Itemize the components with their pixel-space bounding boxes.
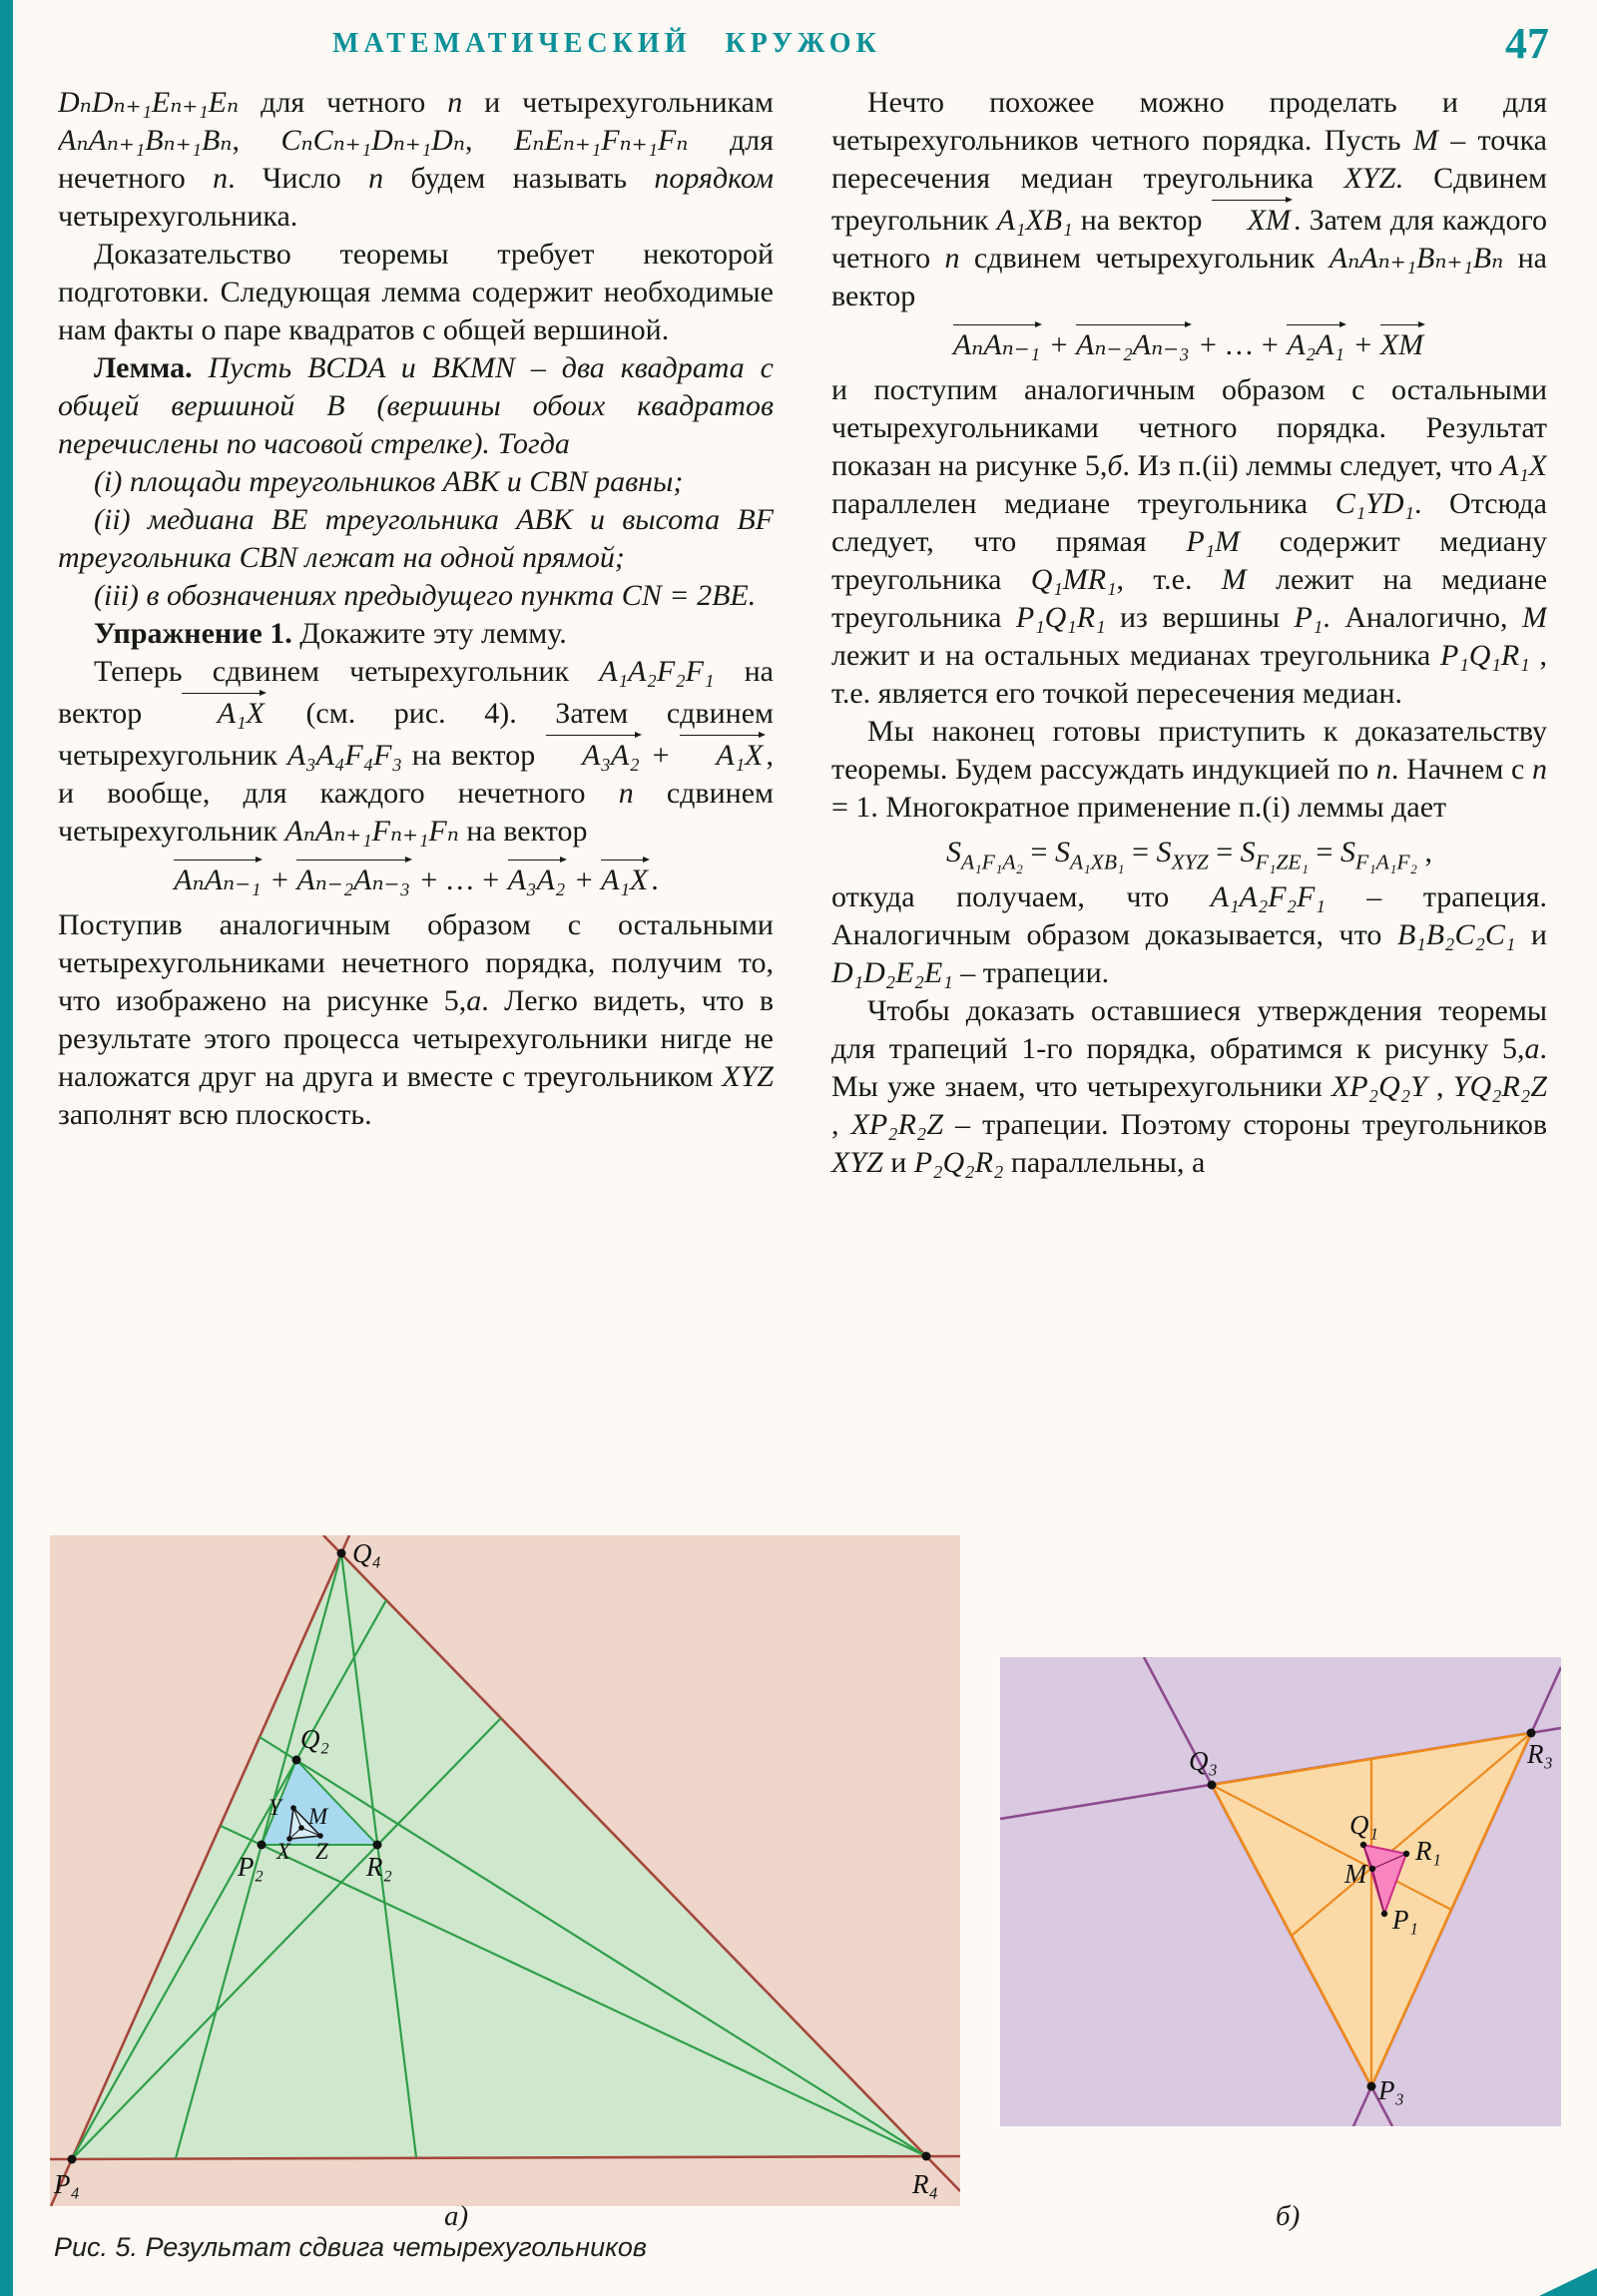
- paragraph: Доказательство теоремы требует некоторой подготовки. Следующая лемма содержит необходимые нам факты о паре квадратов с общей вершиной.: [58, 238, 774, 346]
- formula: $S_{A_1F_1A_2} = S_{A_1XB_1} = S_{XYZ} = S_{F_1ZE_1} = S_{F_1A_1F_2}$ ,: [945, 836, 1433, 874]
- figure-a: [50, 1535, 960, 2206]
- paragraph: (iii) в обозначениях предыдущего пункта CN = 2BE.: [94, 579, 757, 612]
- article-body: [58, 84, 1547, 1531]
- figure-a-label-z: Z: [315, 1839, 328, 1864]
- paragraph: (i) площади треугольников ABK и CBN равны;: [94, 465, 684, 498]
- figure-b-caption: б): [1276, 2200, 1301, 2232]
- paragraph: Нечто похожее можно проделать и для четырехугольников четного порядка. Пусть M – точка пересечения медиан треугольника XYZ. Сдвинем треугольник A₁XB₁ на вектор XM . Затем для каждого четного n сдвинем четырехугольник AₙAₙ₊₁Bₙ₊₁Bₙ на вектор: [831, 86, 1547, 312]
- figure-b-label-m: M: [1344, 1859, 1367, 1889]
- figure-5: [50, 1535, 1561, 2246]
- left-edge-accent-stripe: [0, 0, 13, 2296]
- paragraph: (ii) медиана BE треугольника ABK и высота BF треугольника CBN лежат на одной прямой;: [58, 503, 774, 574]
- paragraph: откуда получаем, что A₁A₂F₂F₁ – трапеция. Аналогичным образом доказывается, что B₁B₂C₂C₁ и D₁D₂E₂E₁ – трапеции.: [831, 880, 1547, 989]
- formula: AₙAₙ₋₁ + Aₙ₋₂Aₙ₋₃ + … + A₂A₁ + XM: [831, 322, 1547, 364]
- figure-a-label-q2: Q₂: [300, 1724, 329, 1754]
- figure-b: [1000, 1657, 1561, 2126]
- paragraph: Поступив аналогичным образом с остальными четырехугольниками нечетного порядка, получим то, что изображено на рисунке 5,а. Легко видеть, что в результате этого процесса четырехугольники нигде не наложатся друг на друга и вместе с треугольником XYZ заполнят всю плоскость.: [58, 908, 775, 1131]
- paragraph: Мы наконец готовы приступить к доказательству теоремы. Будем рассуждать индукцией по n. Начнем с n = 1. Многократное применение п.(i) леммы дает: [831, 715, 1547, 824]
- corner-accent-mark: [1539, 2268, 1597, 2296]
- figure-b-label-r1: R₁: [1415, 1836, 1441, 1866]
- figure-b-label-p3: P₃: [1378, 2075, 1404, 2105]
- figure-a-label-r2: R₂: [366, 1852, 392, 1882]
- figure-a-caption: а): [444, 2200, 469, 2232]
- figure-b-label-p1: P₁: [1392, 1905, 1418, 1935]
- figure-b-label-q1: Q₁: [1349, 1810, 1378, 1840]
- formula: AₙAₙ₋₁ + Aₙ₋₂Aₙ₋₃ + … + A₃A₂ + A₁X .: [58, 858, 774, 899]
- figure-b-label-r3: R₃: [1527, 1739, 1553, 1769]
- figure-a-label-q4: Q₄: [352, 1538, 381, 1568]
- right-column: [831, 84, 1547, 1531]
- paragraph: Теперь сдвинем четырехугольник A₁A₂F₂F₁ на вектор A₁X (см. рис. 4). Затем сдвинем четырехугольник A₃A₄F₄F₃ на вектор A₃A₂ + A₁X , и вообще, для каждого нечетного n сдвинем четырехугольник AₙAₙ₊₁Fₙ₊₁Fₙ на вектор: [58, 655, 775, 848]
- paragraph: Упражнение 1. Докажите эту лемму.: [94, 617, 567, 650]
- figure-b-label-q3: Q₃: [1189, 1746, 1218, 1776]
- paragraph: DₙDₙ₊₁Eₙ₊₁Eₙ для четного n и четырехугольникам AₙAₙ₊₁Bₙ₊₁Bₙ, CₙCₙ₊₁Dₙ₊₁Dₙ, EₙEₙ₊₁Fₙ₊₁Fₙ для нечетного n. Число n будем называть порядком четырехугольника.: [58, 86, 775, 233]
- figure-a-label-y: Y: [268, 1795, 281, 1820]
- section-title: МАТЕМАТИЧЕСКИЙ КРУЖОК: [332, 28, 881, 59]
- paragraph: Чтобы доказать оставшиеся утверждения теоремы для трапеций 1-го порядка, обратимся к рисунку 5,а. Мы уже знаем, что четырехугольники XP₂Q₂Y , YQ₂R₂Z , XP₂R₂Z – трапеции. Поэтому стороны треугольников XYZ и P₂Q₂R₂ параллельны, а: [831, 994, 1547, 1179]
- figure-a-label-r4: R₄: [912, 2169, 938, 2199]
- left-column: [58, 84, 774, 1531]
- paragraph: Лемма. Пусть BCDA и BKMN – два квадрата с общей вершиной B (вершины обоих квадратов перечислены по часовой стрелке). Тогда: [58, 351, 774, 460]
- figure-a-label-p4: P₄: [54, 2169, 80, 2199]
- figure-a-label-p2: P₂: [238, 1852, 264, 1882]
- running-head: [58, 18, 1549, 74]
- figure-5-caption: Рис. 5. Результат сдвига четырехугольников: [54, 2232, 647, 2262]
- paragraph: и поступим аналогичным образом с остальными четырехугольниками четного порядка. Результат показан на рисунке 5,б. Из п.(ii) леммы следует, что A₁X параллелен медиане треугольника C₁YD₁. Отсюда следует, что прямая P₁M содержит медиану треугольника Q₁MR₁, т.е. M лежит на медиане треугольника P₁Q₁R₁ из вершины P₁. Аналогично, M лежит и на остальных медианах треугольника P₁Q₁R₁ , т.е. является его точкой пересечения медиан.: [831, 373, 1547, 710]
- page-number: 47: [1505, 19, 1549, 68]
- figure-a-label-m: M: [308, 1804, 328, 1829]
- figure-a-label-x: X: [276, 1839, 291, 1864]
